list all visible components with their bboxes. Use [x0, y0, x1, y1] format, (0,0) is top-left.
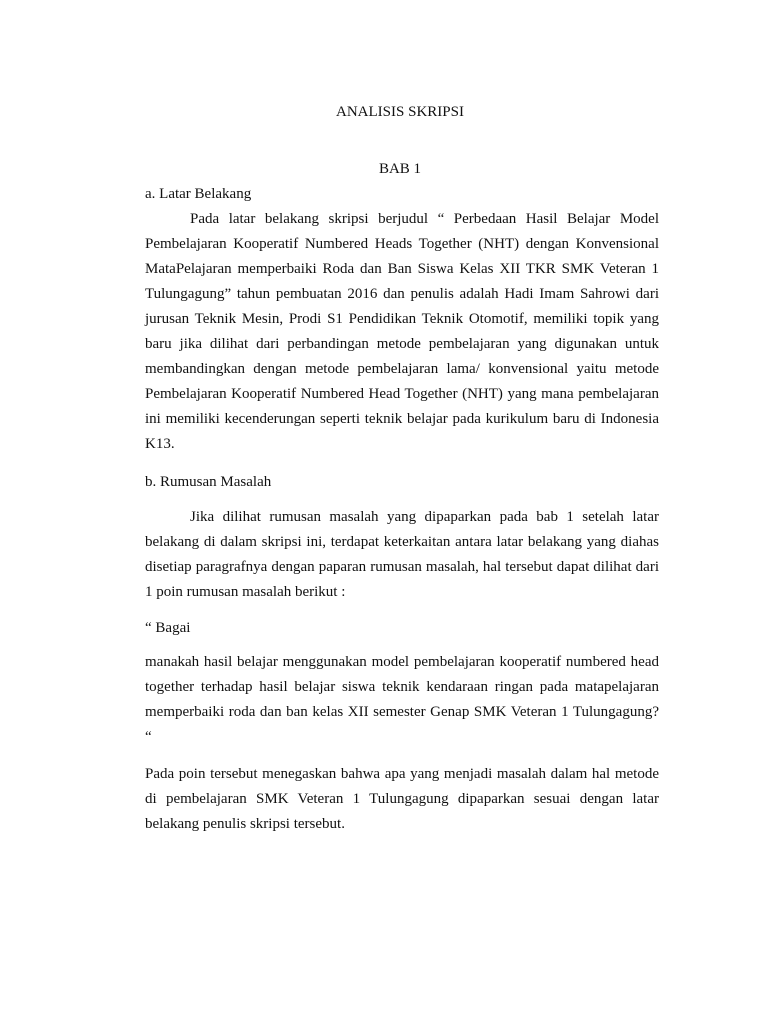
quote-opening: “ Bagai — [145, 620, 191, 636]
section-b-paragraph: Jika dilihat rumusan masalah yang dipaparkan pada bab 1 setelah latar belakang di dalam skripsi ini, terdapat keterkaitan antara latar belakang yang diahas disetiap paragrafnya dengan paparan rumusan masalah, hal tersebut dapat dilihat dari 1 poin rumusan masalah berikut : — [145, 509, 659, 600]
section-b-conclusion: Pada poin tersebut menegaskan bahwa apa yang menjadi masalah dalam hal metode di pembelajaran SMK Veteran 1 Tulungagung dipaparkan sesuai dengan latar belakang penulis skripsi tersebut. — [145, 766, 659, 832]
section-a-heading: a. Latar Belakang — [145, 186, 252, 202]
document-title: ANALISIS SKRIPSI — [336, 104, 464, 120]
section-b-heading: b. Rumusan Masalah — [145, 474, 272, 490]
section-a-paragraph: Pada latar belakang skripsi berjudul “ Perbedaan Hasil Belajar Model Pembelajaran Kooperatif Numbered Heads Together (NHT) dengan Konvensional MataPelajaran memperbaiki Roda dan Ban Siswa Kelas XII TKR SMK Veteran 1 Tulungagung” tahun pembuatan 2016 dan penulis adalah Hadi Imam Sahrowi dari jurusan Teknik Mesin, Prodi S1 Pendidikan Teknik Otomotif, memiliki topik yang baru jika dilihat dari perbandingan metode pembelajaran yang digunakan untuk membandingkan dengan metode pembelajaran lama/ konvensional yaitu metode Pembelajaran Kooperatif Numbered Head Together (NHT) yang mana pembelajaran ini memiliki kecenderungan seperti teknik belajar pada kurikulum baru di Indonesia K13. — [145, 211, 659, 452]
chapter-heading: BAB 1 — [378, 161, 422, 177]
quoted-research-question: manakah hasil belajar menggunakan model pembelajaran kooperatif numbered head together terhadap hasil belajar siswa teknik kendaraan ringan pada matapelajaran memperbaiki roda dan ban kelas XII semester Genap SMK Veteran 1 Tulungagung? “ — [145, 654, 659, 745]
